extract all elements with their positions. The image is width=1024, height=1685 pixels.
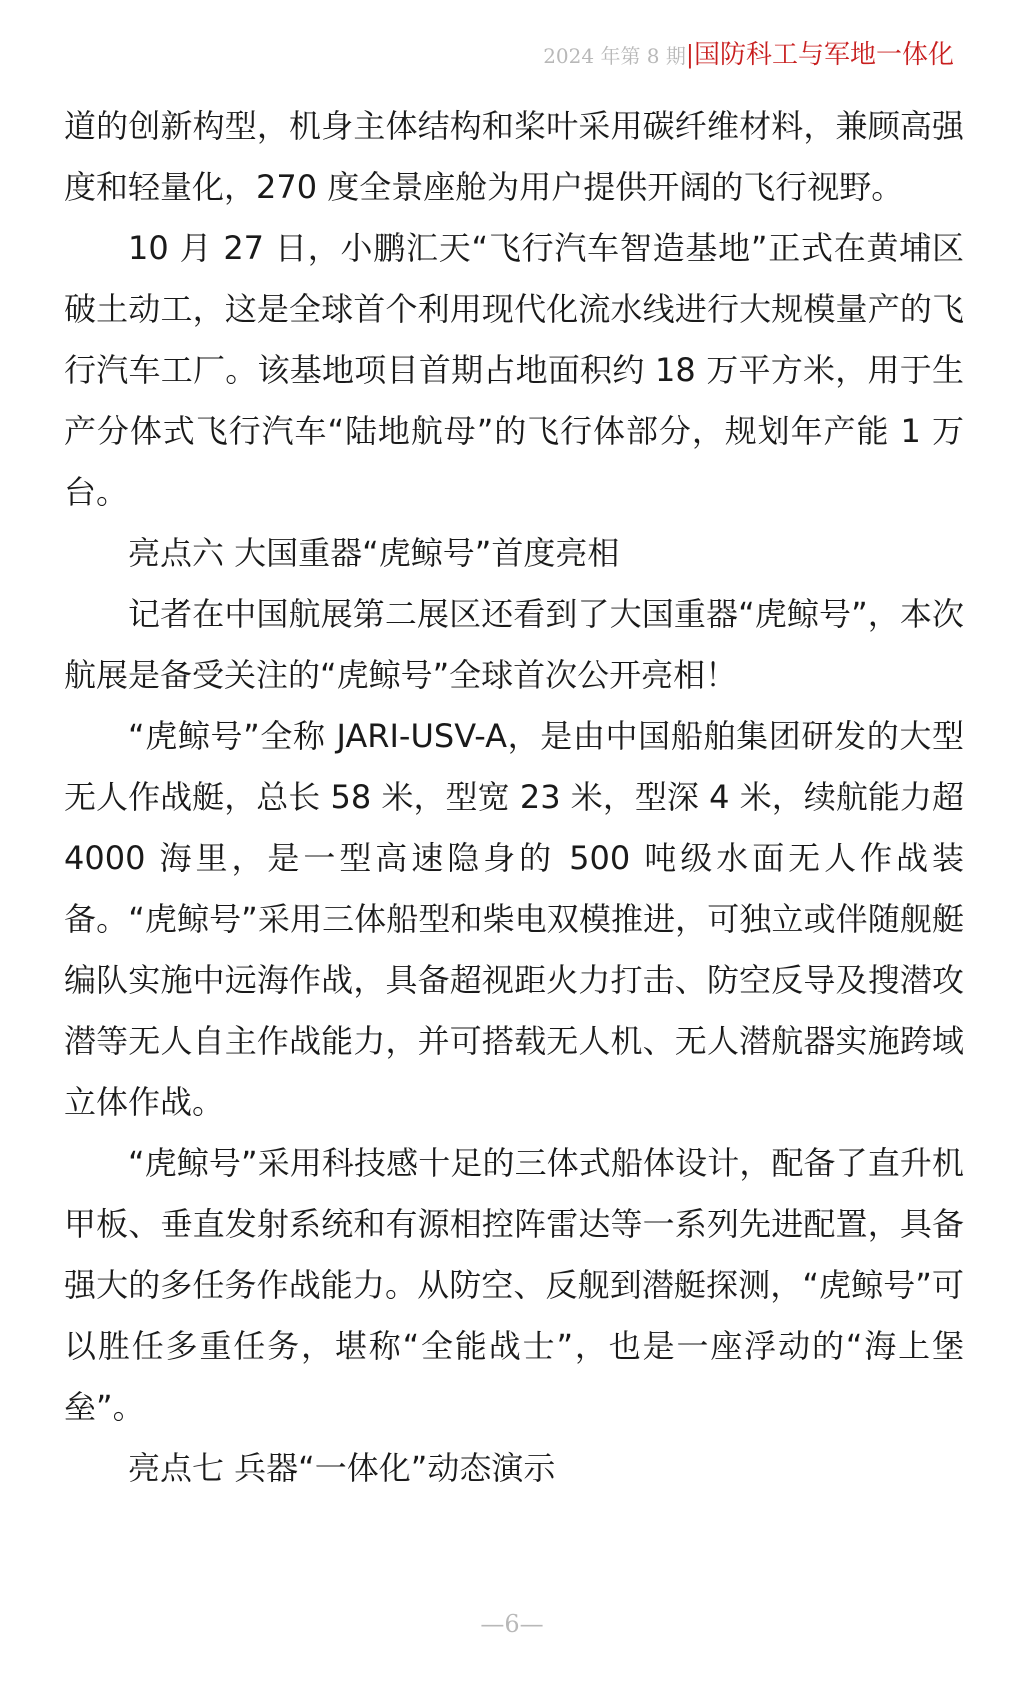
header-separator: |: [685, 41, 694, 69]
issue-label: 2024 年第 8 期: [543, 44, 686, 68]
article-body: [64, 96, 964, 1499]
page-number: —6—: [480, 1610, 544, 1638]
paragraph-orca-intro: 记者在中国航展第二展区还看到了大国重器“虎鲸号”，本次航展是备受关注的“虎鲸号”全球首次公开亮相！: [64, 595, 964, 694]
paragraph-xpeng-factory: 10 月 27 日，小鹏汇天“飞行汽车智造基地”正式在黄埔区破土动工，这是全球首个利用现代化流水线进行大规模量产的飞行汽车工厂。该基地项目首期占地面积约 18 万平方米，用于生产分体式飞行汽车“陆地航母”的飞行体部分，规划年产能 1 万台。: [64, 229, 964, 511]
running-header: [543, 38, 954, 75]
paragraph-orca-specs: “虎鲸号”全称 JARI-USV-A，是由中国船舶集团研发的大型无人作战艇，总长 58 米，型宽 23 米，型深 4 米，续航能力超 4000 海里，是一型高速隐身的 500 吨级水面无人作战装备。“虎鲸号”采用三体船型和柴电双模推进，可独立或伴随舰艇编队实施中远海作战，具备超视距火力打击、防空反导及搜潜攻潜等无人自主作战能力，并可搭载无人机、无人潜航器实施跨域立体作战。: [64, 717, 964, 1121]
paragraph-continuation: 道的创新构型，机身主体结构和桨叶采用碳纤维材料，兼顾高强度和轻量化，270 度全景座舱为用户提供开阔的飞行视野。: [64, 107, 964, 206]
section-heading-highlight-six: 亮点六 大国重器“虎鲸号”首度亮相: [128, 534, 620, 572]
journal-title: 国防科工与军地一体化: [693, 40, 954, 70]
paragraph-orca-design: “虎鲸号”采用科技感十足的三体式船体设计，配备了直升机甲板、垂直发射系统和有源相控阵雷达等一系列先进配置，具备强大的多任务作战能力。从防空、反舰到潜艇探测，“虎鲸号”可以胜任多重任务，堪称“全能战士”，也是一座浮动的“海上堡垒”。: [64, 1144, 964, 1426]
section-heading-highlight-seven: 亮点七 兵器“一体化”动态演示: [128, 1449, 556, 1487]
